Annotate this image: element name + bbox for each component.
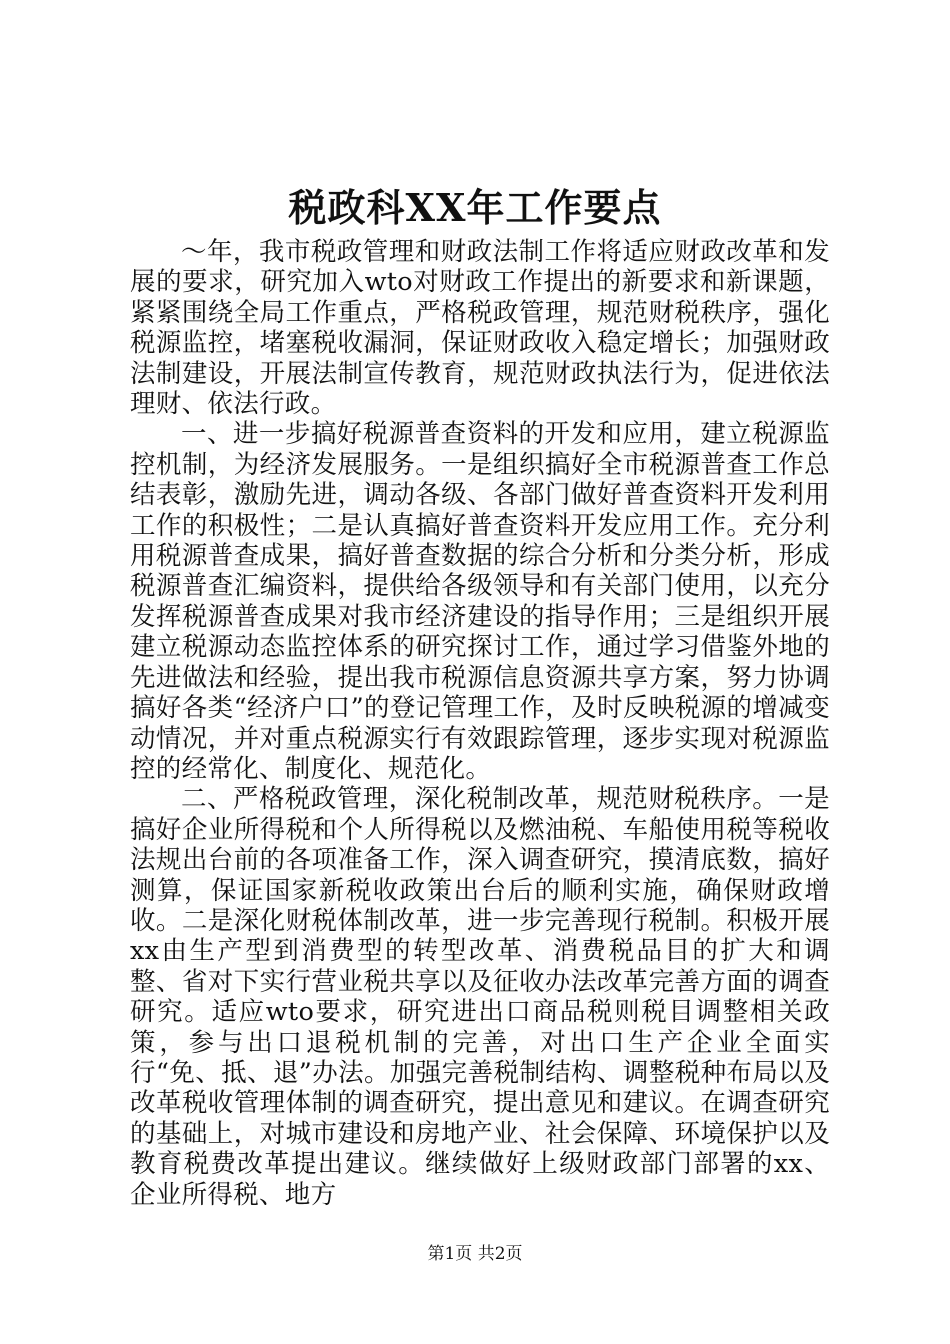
document-title: 税政科XX年工作要点: [288, 185, 662, 230]
paragraph-section-1: 一、进一步搞好税源普查资料的开发和应用，建立税源监控机制，为经济发展服务。一是组织搞好全市税源普查工作总结表彰，激励先进，调动各级、各部门做好普查资料开发利用工作的积极性；二是认真搞好普查资料开发应用工作。充分利用税源普查成果，搞好普查数据的综合分析和分类分析，形成税源普查汇编资料，提供给各级领导和有关部门使用，以充分发挥税源普查成果对我市经济建设的指导作用；三是组织开展建立税源动态监控体系的研究探讨工作，通过学习借鉴外地的先进做法和经验，提出我市税源信息资源共享方案，努力协调搞好各类“经济户口”的登记管理工作，及时反映税源的增减变动情况，并对重点税源实行有效跟踪管理，逐步实现对税源监控的经常化、制度化、规范化。: [130, 419, 830, 784]
page-number: 第1页 共2页: [427, 1244, 523, 1264]
paragraph-section-2: 二、严格税政管理，深化税制改革，规范财税秩序。一是搞好企业所得税和个人所得税以及燃油税、车船使用税等税收法规出台前的各项准备工作，深入调查研究，摸清底数，搞好测算，保证国家新税收政策出台后的顺利实施，确保财政增收。二是深化财税体制改革，进一步完善现行税制。积极开展xx由生产型到消费型的转型改革、消费税品目的扩大和调整、省对下实行营业税共享以及征收办法改革完善方面的调查研究。适应wto要求，研究进出口商品税则税目调整相关政策，参与出口退税机制的完善，对出口生产企业全面实行“免、抵、退”办法。加强完善税制结构、调整税种布局以及改革税收管理体制的调查研究，提出意见和建议。在调查研究的基础上，对城市建设和房地产业、社会保障、环境保护以及教育税费改革提出建议。继续做好上级财政部门部署的xx、企业所得税、地方: [130, 784, 830, 1210]
paragraph-intro: ～年，我市税政管理和财政法制工作将适应财政改革和发展的要求，研究加入wto对财政工作提出的新要求和新课题，紧紧围绕全局工作重点，严格税政管理，规范财税秩序，强化税源监控，堵塞税收漏洞，保证财政收入稳定增长；加强财政法制建设，开展法制宣传教育，规范财政执法行为，促进依法理财、依法行政。: [130, 237, 830, 420]
document-body: [130, 237, 830, 1210]
page-footer: [0, 1242, 950, 1266]
